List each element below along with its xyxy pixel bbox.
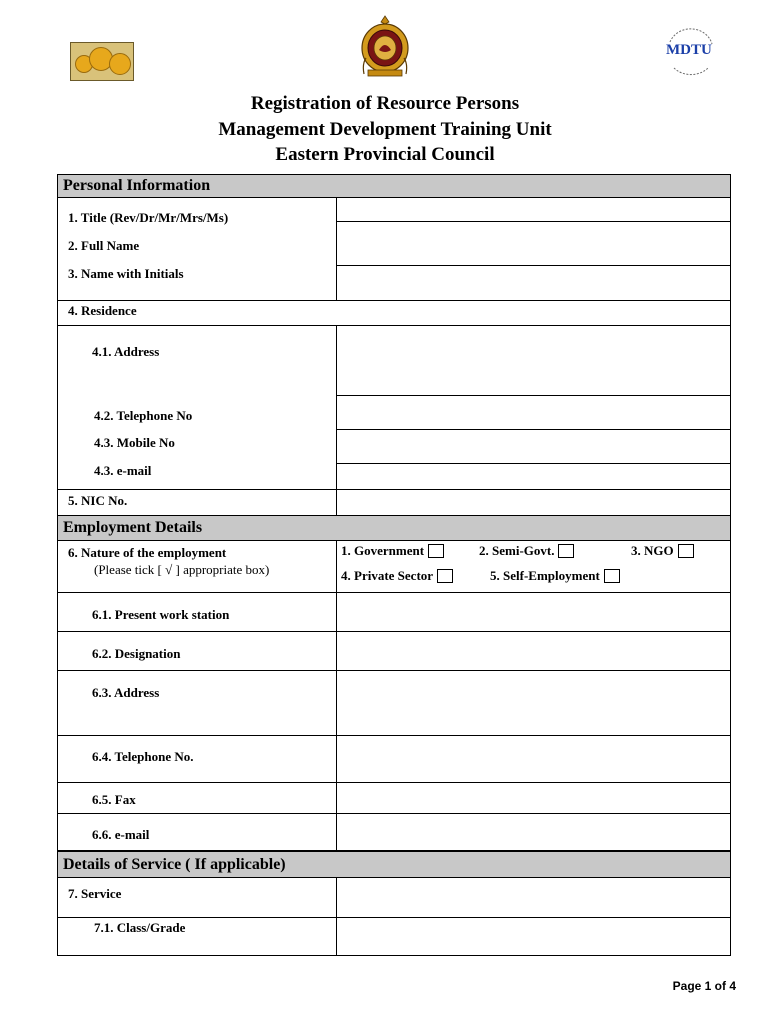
- option-private-label: 4. Private Sector: [341, 568, 434, 583]
- work-email-field[interactable]: [337, 814, 730, 850]
- mdtu-logo: [660, 28, 720, 78]
- national-emblem-logo: [360, 14, 410, 80]
- work-station-field[interactable]: [337, 593, 730, 631]
- option-semi-govt-label: 2. Semi-Govt.: [479, 543, 555, 558]
- email-label: 4.3. e-mail: [94, 463, 152, 478]
- title-field[interactable]: [337, 198, 730, 221]
- mobile-label: 4.3. Mobile No: [94, 435, 175, 450]
- service-field[interactable]: [337, 878, 730, 917]
- fax-label: 6.5. Fax: [92, 792, 136, 807]
- nature-employment-hint: (Please tick [ √ ] appropriate box): [94, 562, 270, 577]
- work-station-label: 6.1. Present work station: [92, 607, 230, 622]
- address-field[interactable]: [337, 326, 730, 395]
- form-subtitle-council: Eastern Provincial Council: [275, 144, 495, 165]
- section-personal-information: Personal Information: [58, 175, 730, 197]
- option-self-employment[interactable]: [490, 568, 620, 584]
- nic-label: 5. NIC No.: [68, 493, 128, 508]
- class-grade-label: 7.1. Class/Grade: [94, 920, 186, 935]
- registration-form: [57, 174, 731, 956]
- work-telephone-field[interactable]: [337, 736, 730, 782]
- telephone-label: 4.2. Telephone No: [94, 408, 193, 423]
- private-sector-checkbox[interactable]: [437, 569, 453, 583]
- option-private-sector[interactable]: [341, 568, 453, 584]
- work-address-label: 6.3. Address: [92, 685, 160, 700]
- option-semi-govt[interactable]: [479, 543, 574, 559]
- option-ngo[interactable]: [631, 543, 694, 559]
- work-telephone-label: 6.4. Telephone No.: [92, 749, 194, 764]
- residence-label: 4. Residence: [68, 303, 137, 318]
- section-employment-details: Employment Details: [58, 516, 730, 540]
- name-initials-field[interactable]: [337, 266, 730, 300]
- self-employment-checkbox[interactable]: [604, 569, 620, 583]
- designation-field[interactable]: [337, 632, 730, 670]
- class-grade-field[interactable]: [337, 918, 730, 956]
- address-label: 4.1. Address: [92, 344, 160, 359]
- form-title: Registration of Resource Persons: [250, 93, 520, 114]
- page-number: Page 1 of 4: [672, 979, 736, 993]
- form-subtitle-unit: Management Development Training Unit: [218, 119, 552, 140]
- full-name-label: 2. Full Name: [68, 238, 140, 253]
- fax-field[interactable]: [337, 783, 730, 813]
- option-government[interactable]: [341, 543, 444, 559]
- provincial-council-logo: [70, 42, 134, 81]
- email-field[interactable]: [337, 464, 730, 489]
- ngo-checkbox[interactable]: [678, 544, 694, 558]
- option-government-label: 1. Government: [341, 543, 425, 558]
- option-self-label: 5. Self-Employment: [490, 568, 600, 583]
- title-label: 1. Title (Rev/Dr/Mr/Mrs/Ms): [68, 210, 229, 225]
- government-checkbox[interactable]: [428, 544, 444, 558]
- designation-label: 6.2. Designation: [92, 646, 181, 661]
- name-initials-label: 3. Name with Initials: [68, 266, 184, 281]
- work-email-label: 6.6. e-mail: [92, 827, 150, 842]
- nature-employment-label: 6. Nature of the employment: [68, 545, 227, 560]
- telephone-field[interactable]: [337, 396, 730, 429]
- semi-govt-checkbox[interactable]: [558, 544, 574, 558]
- service-label: 7. Service: [68, 886, 122, 901]
- work-address-field[interactable]: [337, 671, 730, 735]
- mobile-field[interactable]: [337, 430, 730, 463]
- full-name-field[interactable]: [337, 222, 730, 265]
- section-details-of-service: Details of Service ( If applicable): [58, 852, 730, 877]
- nic-field[interactable]: [337, 490, 730, 515]
- option-ngo-label: 3. NGO: [631, 543, 674, 558]
- mdtu-logo-text: MDTU: [666, 42, 712, 58]
